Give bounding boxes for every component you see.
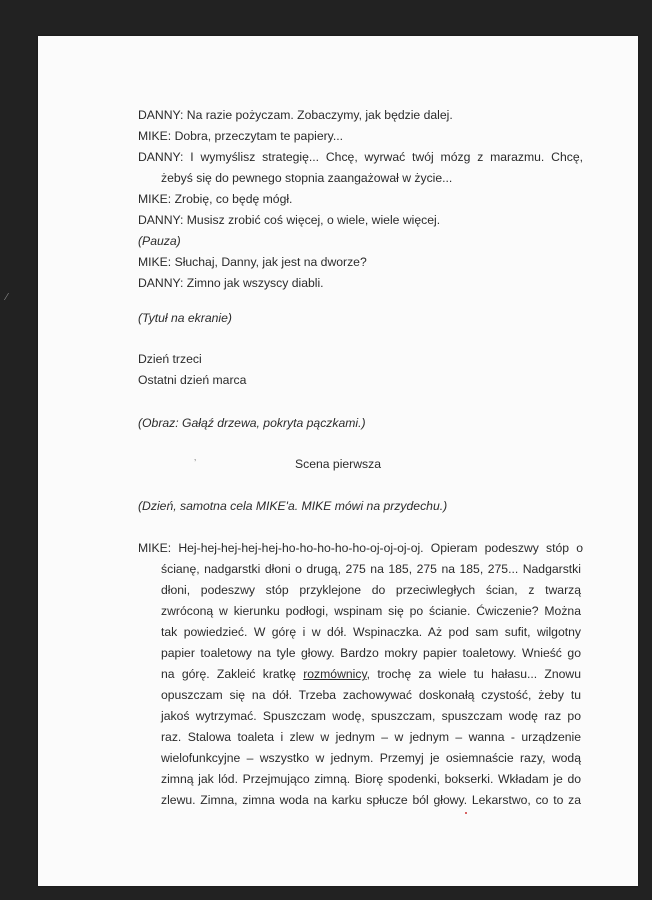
monologue-line bbox=[161, 667, 581, 682]
script-page bbox=[6, 36, 638, 886]
dialogue-line: MIKE: Zrobię, co będę mógł. bbox=[138, 192, 293, 206]
monologue-line: MIKE: Hej-hej-hej-hej-hej-ho-ho-ho-ho-ho-oj-oj-oj-oj. Opieram podeszwy stóp o bbox=[138, 541, 583, 555]
dialogue-line: MIKE: Dobra, przeczytam te papiery... bbox=[138, 129, 344, 143]
underlined-word: rozmównicy bbox=[303, 667, 367, 681]
monologue-line: ścianę, nadgarstki dłoni o drugą, 275 na 185, 275 na 185, 275... Nadgarstki bbox=[161, 562, 581, 576]
dialogue-line: DANNY: I wymyślisz strategię... Chcę, wyrwać twój mózg z marazmu. Chcę, bbox=[138, 150, 583, 164]
scan-speck-icon: ⁄ bbox=[6, 292, 8, 303]
dialogue-line: DANNY: Musisz zrobić coś więcej, o wiele, wiele więcej. bbox=[138, 213, 441, 227]
monologue-line: jakoś wytrzymać. Spuszczam wodę, spuszczam, spuszczam wodę raz po bbox=[161, 709, 581, 723]
monologue-line: dłoni, podeszwy stóp przyklejone do przeciwległych ścian, z twarzą bbox=[161, 583, 581, 597]
scan-speck-icon: ’ bbox=[194, 458, 197, 469]
stage-direction: (Pauza) bbox=[138, 234, 181, 248]
monologue-line: zwróconą w kierunku podłogi, wspinam się po ścianie. Ćwiczenie? Można bbox=[161, 604, 581, 618]
monologue-line: papier toaletowy na tyle głowy. Bardzo mokry papier toaletowy. Wnieść go bbox=[161, 646, 581, 660]
title-card-line: Ostatni dzień marca bbox=[138, 373, 247, 387]
scan-dot-icon bbox=[465, 812, 467, 814]
dialogue-line: DANNY: Na razie pożyczam. Zobaczymy, jak będzie dalej. bbox=[138, 108, 453, 122]
dialogue-continuation: żebyś się do pewnego stopnia zaangażował w życie... bbox=[161, 171, 453, 185]
monologue-line: wielofunkcyjne – wszystko w jednym. Przemyj je osiemnaście razy, wodą bbox=[161, 751, 581, 765]
stage-direction: (Obraz: Gałąź drzewa, pokryta pączkami.) bbox=[138, 416, 366, 430]
scene-heading: Scena pierwsza bbox=[294, 457, 382, 471]
monologue-line: zimną jak lód. Przejmująco zimną. Biorę spodenki, bokserki. Wkładam je do bbox=[161, 772, 581, 786]
monologue-segment: na górę. Zakleić kratkę bbox=[161, 667, 304, 681]
dialogue-line: DANNY: Zimno jak wszyscy diabli. bbox=[138, 276, 324, 290]
monologue-segment: , trochę za wiele tu hałasu... Znowu bbox=[366, 667, 581, 681]
stage-direction: (Dzień, samotna cela MIKE'a. MIKE mówi na przydechu.) bbox=[138, 499, 448, 513]
monologue-line: tak powiedzieć. W górę i w dół. Wspinaczka. Aż pod sam sufit, wilgotny bbox=[161, 625, 581, 639]
dialogue-line: MIKE: Słuchaj, Danny, jak jest na dworze? bbox=[138, 255, 367, 269]
title-card-line: Dzień trzeci bbox=[138, 352, 202, 366]
monologue-line: raz. Stalowa toaleta i zlew w jednym – w jednym – wanna - urządzenie bbox=[161, 730, 581, 744]
monologue-line: opuszczam się na dół. Trzeba zachowywać doskonałą czystość, żeby tu bbox=[161, 688, 581, 702]
monologue-line: zlewu. Zimna, zimna woda na karku spłucze ból głowy. Lekarstwo, co to za bbox=[161, 793, 581, 807]
stage-direction: (Tytuł na ekranie) bbox=[138, 311, 232, 325]
